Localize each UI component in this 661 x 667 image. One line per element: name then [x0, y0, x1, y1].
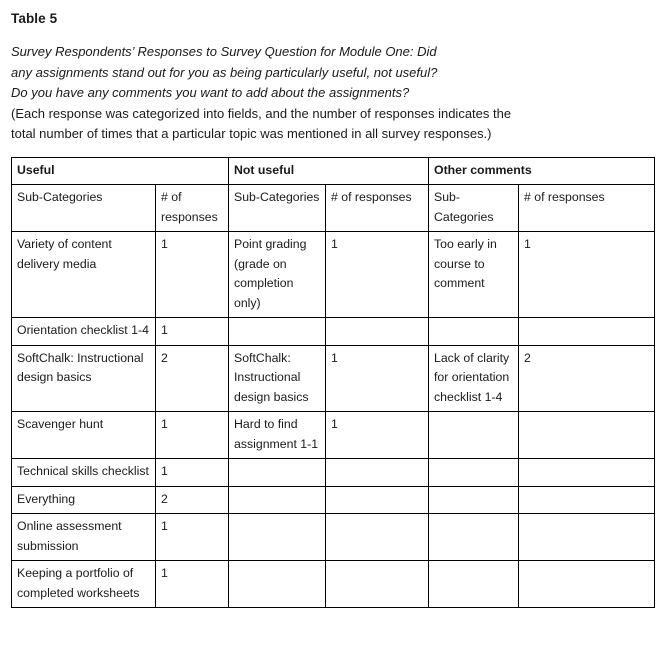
- column-group-other-comments: Other comments: [429, 157, 655, 185]
- sub-header-not-useful-subcategories: Sub-Categories: [229, 185, 326, 232]
- cell-other-subcategory: [429, 561, 519, 608]
- cell-useful-subcategory: SoftChalk: Instructional design basics: [12, 345, 156, 412]
- caption-line: any assignments stand out for you as being particularly useful, not useful?: [11, 64, 438, 80]
- cell-useful-subcategory: Online assessment submission: [12, 514, 156, 561]
- cell-useful-count: 1: [156, 561, 229, 608]
- sub-header-useful-responses: # of responses: [156, 185, 229, 232]
- cell-other-count: 2: [519, 345, 655, 412]
- cell-useful-count: 1: [156, 459, 229, 487]
- cell-other-count: [519, 514, 655, 561]
- table-row: [12, 412, 655, 459]
- cell-useful-count: 1: [156, 412, 229, 459]
- cell-other-subcategory: [429, 412, 519, 459]
- table-row: [12, 561, 655, 608]
- table-group-header-row: [12, 157, 655, 185]
- table-body: [12, 232, 655, 608]
- table-row: [12, 486, 655, 514]
- cell-not-useful-count: [326, 318, 429, 346]
- cell-other-count: [519, 561, 655, 608]
- caption-line: (Each response was categorized into fields, and the number of responses indicates the: [11, 105, 512, 121]
- sub-header-other-responses: # of responses: [519, 185, 655, 232]
- cell-useful-count: 1: [156, 514, 229, 561]
- cell-useful-count: 2: [156, 345, 229, 412]
- cell-not-useful-count: [326, 514, 429, 561]
- sub-header-useful-subcategories: Sub-Categories: [12, 185, 156, 232]
- cell-useful-subcategory: Scavenger hunt: [12, 412, 156, 459]
- cell-useful-count: 2: [156, 486, 229, 514]
- cell-other-subcategory: [429, 459, 519, 487]
- cell-other-count: [519, 459, 655, 487]
- table-caption: [11, 42, 653, 145]
- sub-header-other-subcategories: Sub-Categories: [429, 185, 519, 232]
- caption-line: Do you have any comments you want to add about the assignments?: [11, 85, 410, 100]
- cell-useful-subcategory: Technical skills checklist: [12, 459, 156, 487]
- survey-responses-table: [11, 157, 655, 609]
- cell-not-useful-subcategory: Hard to find assignment 1-1: [229, 412, 326, 459]
- cell-not-useful-subcategory: Point grading (grade on completion only): [229, 232, 326, 318]
- cell-other-count: [519, 412, 655, 459]
- cell-other-subcategory: Lack of clarity for orientation checklist 1-4: [429, 345, 519, 412]
- cell-useful-count: 1: [156, 232, 229, 318]
- cell-not-useful-count: [326, 486, 429, 514]
- cell-not-useful-count: [326, 561, 429, 608]
- cell-not-useful-subcategory: [229, 486, 326, 514]
- caption-line: Survey Respondents’ Responses to Survey Question for Module One: Did: [11, 44, 437, 59]
- cell-not-useful-count: [326, 459, 429, 487]
- cell-useful-count: 1: [156, 318, 229, 346]
- cell-other-count: 1: [519, 232, 655, 318]
- cell-useful-subcategory: Everything: [12, 486, 156, 514]
- cell-not-useful-subcategory: [229, 459, 326, 487]
- cell-useful-subcategory: Keeping a portfolio of completed worksheets: [12, 561, 156, 608]
- table-row: [12, 459, 655, 487]
- cell-not-useful-count: 1: [326, 345, 429, 412]
- table-row: [12, 345, 655, 412]
- cell-not-useful-subcategory: [229, 318, 326, 346]
- column-group-useful: Useful: [12, 157, 229, 185]
- cell-not-useful-subcategory: SoftChalk: Instructional design basics: [229, 345, 326, 412]
- column-group-not-useful: Not useful: [229, 157, 429, 185]
- cell-not-useful-subcategory: [229, 514, 326, 561]
- caption-line: total number of times that a particular topic was mentioned in all survey responses.): [11, 126, 492, 141]
- cell-other-subcategory: [429, 514, 519, 561]
- table-number-heading: Table 5: [11, 11, 58, 26]
- cell-useful-subcategory: Variety of content delivery media: [12, 232, 156, 318]
- cell-other-subcategory: Too early in course to comment: [429, 232, 519, 318]
- sub-header-not-useful-responses: # of responses: [326, 185, 429, 232]
- cell-not-useful-count: 1: [326, 232, 429, 318]
- table-row: [12, 514, 655, 561]
- cell-other-count: [519, 318, 655, 346]
- cell-not-useful-subcategory: [229, 561, 326, 608]
- cell-useful-subcategory: Orientation checklist 1-4: [12, 318, 156, 346]
- cell-not-useful-count: 1: [326, 412, 429, 459]
- table-sub-header-row: [12, 185, 655, 232]
- table-row: [12, 318, 655, 346]
- cell-other-count: [519, 486, 655, 514]
- cell-other-subcategory: [429, 318, 519, 346]
- cell-other-subcategory: [429, 486, 519, 514]
- table-row: [12, 232, 655, 318]
